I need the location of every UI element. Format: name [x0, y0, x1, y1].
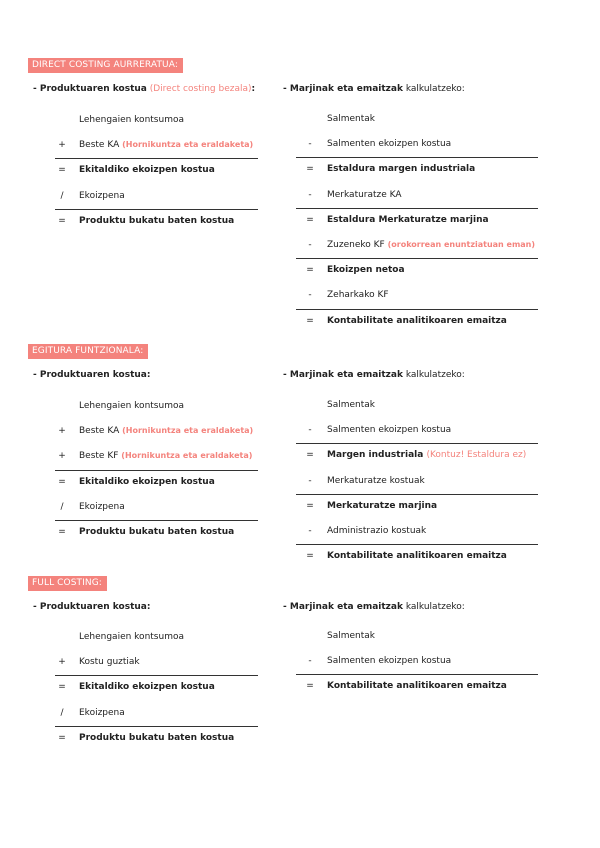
total-rule: [296, 258, 538, 259]
operator-symbol: +: [58, 657, 66, 668]
operator-symbol: =: [58, 682, 66, 693]
right-calc-row: [305, 679, 538, 704]
left-calc-row: [57, 113, 258, 138]
right-calc-row: [305, 137, 538, 162]
operator-symbol: +: [58, 140, 66, 151]
row-label-text: Kostu guztiak: [79, 657, 140, 668]
row-label: [327, 112, 375, 126]
row-label-text: Salmentak: [327, 400, 375, 410]
row-label: [327, 137, 451, 151]
right-header-label: - Marjinak eta emaitzak: [283, 602, 403, 612]
row-label: [79, 630, 184, 644]
left-header-suffix: :: [251, 84, 256, 94]
left-calc-row: [57, 655, 258, 680]
operator-symbol: -: [308, 475, 312, 486]
right-column-header: [283, 84, 465, 95]
row-label-text: Lehengaien kontsumoa: [79, 115, 184, 125]
row-label-text: Ekitaldiko ekoizpen kostua: [79, 165, 215, 176]
row-label-text: Kontabilitate analitikoaren emaitza: [327, 681, 507, 692]
row-label: [79, 163, 215, 177]
row-label-text: Salmenten ekoizpen kostua: [327, 656, 452, 667]
operator-symbol: -: [308, 290, 312, 301]
row-label: [327, 654, 451, 668]
left-calc-row: [57, 399, 258, 424]
right-calc-row: [305, 188, 538, 213]
left-calc-row: [57, 163, 258, 188]
operator-symbol: =: [58, 165, 66, 176]
row-label: [79, 706, 125, 720]
total-rule: [55, 675, 258, 676]
section-title: FULL COSTING:: [28, 576, 107, 591]
operator-symbol: =: [306, 500, 314, 511]
operator-symbol: -: [308, 139, 312, 150]
row-label: [327, 423, 451, 437]
operator-symbol: -: [308, 425, 312, 436]
row-label-text: Kontabilitate analitikoaren emaitza: [327, 315, 507, 326]
row-label: [327, 188, 402, 202]
total-rule: [296, 494, 538, 495]
total-rule: [296, 208, 538, 209]
operator-symbol: =: [306, 681, 314, 692]
right-calc-row: [305, 654, 538, 679]
row-label: [327, 314, 507, 328]
operator-symbol: +: [58, 451, 66, 462]
row-label: [327, 448, 526, 462]
right-calc-row: [305, 238, 538, 263]
row-label: [327, 398, 375, 412]
row-label-text: Administrazio kostuak: [327, 526, 427, 536]
row-label-text: Lehengaien kontsumoa: [79, 401, 184, 411]
row-label-text: Produktu bukatu baten kostua: [79, 732, 235, 743]
row-label-text: Estaldura margen industriala: [327, 164, 476, 175]
row-label: [79, 500, 125, 514]
section-title: EGITURA FUNTZIONALA:: [28, 344, 148, 359]
right-header-text: kalkulatzeko:: [405, 84, 465, 94]
right-column-header: [283, 602, 465, 613]
operator-symbol: =: [306, 164, 314, 175]
right-calc-row: [305, 398, 538, 423]
row-label-text: Merkaturatze marjina: [327, 500, 438, 511]
row-label: [79, 189, 125, 203]
left-header-label: - Produktuaren kostua: [33, 84, 147, 94]
row-label-text: Zeharkako KF: [327, 290, 389, 301]
row-label-text: Margen industriala: [327, 450, 424, 461]
row-label-text: Produktu bukatu baten kostua: [79, 527, 235, 537]
total-rule: [55, 158, 258, 159]
left-calc-row: [57, 189, 258, 214]
left-calc-row: [57, 630, 258, 655]
right-header-label: - Marjinak eta emaitzak: [283, 84, 403, 94]
right-calc-row: [305, 162, 538, 187]
left-calc-row: [57, 214, 258, 239]
row-label-text: Salmenten ekoizpen kostua: [327, 139, 452, 150]
row-note: (Hornikuntza eta eraldaketa): [122, 426, 254, 436]
right-calc-row: [305, 474, 538, 499]
row-label-text: Beste KA: [79, 140, 120, 151]
total-rule: [296, 157, 538, 158]
left-calc-row: [57, 680, 258, 705]
operator-symbol: =: [306, 315, 314, 326]
row-label: [79, 424, 253, 438]
right-calc-row: [305, 423, 538, 448]
row-label-text: Ekitaldiko ekoizpen kostua: [79, 476, 215, 487]
operator-symbol: /: [60, 501, 64, 512]
operator-symbol: =: [306, 214, 314, 225]
row-label-text: Salmentak: [327, 631, 375, 641]
operator-symbol: +: [58, 426, 66, 437]
row-label: [327, 524, 426, 538]
row-label: [79, 680, 215, 694]
left-calc-row: [57, 731, 258, 756]
right-header-text: kalkulatzeko:: [405, 602, 465, 612]
row-label-text: Merkaturatze KA: [327, 189, 402, 200]
row-label: [327, 288, 389, 302]
left-column-header: [33, 370, 150, 381]
row-label: [79, 214, 234, 228]
row-label-text: Beste KA: [79, 426, 120, 437]
row-label-text: Ekoizpena: [79, 707, 125, 718]
left-calc-row: [57, 138, 258, 163]
row-label-text: Lehengaien kontsumoa: [79, 632, 184, 642]
row-label: [327, 263, 405, 277]
operator-symbol: -: [308, 240, 312, 250]
right-calc-row: [305, 288, 538, 313]
left-column-header: [33, 602, 150, 613]
operator-symbol: =: [58, 732, 66, 743]
row-label: [327, 238, 535, 252]
row-note: (orokorrean enuntziatuan eman): [387, 240, 536, 249]
right-calc-row: [305, 499, 538, 524]
row-label: [79, 113, 184, 127]
left-calc-row: [57, 500, 258, 525]
row-label-text: Beste KF: [79, 451, 119, 462]
left-calc-row: [57, 449, 258, 474]
row-note: (Hornikuntza eta eraldaketa): [122, 140, 254, 150]
row-label-text: Merkaturatze kostuak: [327, 475, 425, 486]
row-label: [327, 213, 489, 227]
row-label: [79, 449, 252, 463]
row-note: (Hornikuntza eta eraldaketa): [121, 451, 253, 461]
section-title: DIRECT COSTING AURRERATUA:: [28, 58, 183, 73]
operator-symbol: -: [308, 526, 312, 536]
right-calc-row: [305, 314, 538, 339]
right-header-text: kalkulatzeko:: [405, 370, 465, 380]
row-label-text: Salmentak: [327, 114, 375, 124]
operator-symbol: =: [58, 476, 66, 487]
right-calc-row: [305, 629, 538, 654]
left-header-label: - Produktuaren kostua:: [33, 602, 151, 612]
operator-symbol: /: [60, 707, 64, 718]
operator-symbol: -: [308, 189, 312, 200]
row-label: [79, 138, 253, 152]
total-rule: [296, 674, 538, 675]
right-calc-row: [305, 112, 538, 137]
row-label: [327, 474, 425, 488]
total-rule: [55, 520, 258, 521]
row-label: [79, 525, 234, 539]
row-label: [79, 475, 215, 489]
operator-symbol: -: [308, 656, 312, 667]
operator-symbol: =: [58, 215, 66, 226]
right-calc-row: [305, 448, 538, 473]
total-rule: [296, 544, 538, 545]
left-calc-row: [57, 706, 258, 731]
row-label-text: Kontabilitate analitikoaren emaitza: [327, 551, 507, 562]
left-calc-row: [57, 525, 258, 550]
left-calc-row: [57, 475, 258, 500]
row-label: [327, 629, 375, 643]
operator-symbol: /: [60, 190, 64, 201]
row-label-text: Ekoizpena: [79, 190, 125, 201]
total-rule: [296, 309, 538, 310]
operator-symbol: =: [306, 450, 314, 461]
operator-symbol: =: [306, 551, 314, 562]
right-header-label: - Marjinak eta emaitzak: [283, 370, 403, 380]
right-calc-row: [305, 213, 538, 238]
right-column-header: [283, 370, 465, 381]
left-calc-row: [57, 424, 258, 449]
operator-symbol: =: [306, 265, 314, 276]
right-calc-row: [305, 524, 538, 549]
row-note: (Kontuz! Estaldura ez): [426, 450, 527, 461]
total-rule: [55, 209, 258, 210]
row-label: [327, 549, 507, 563]
row-label: [327, 499, 437, 513]
row-label-text: Salmenten ekoizpen kostua: [327, 425, 452, 436]
right-calc-row: [305, 549, 538, 574]
left-header-note: (Direct costing bezala): [149, 84, 252, 94]
row-label: [79, 655, 140, 669]
row-label-text: Ekoizpen netoa: [327, 265, 405, 276]
row-label: [79, 731, 234, 745]
operator-symbol: =: [58, 527, 66, 537]
left-header-label: - Produktuaren kostua:: [33, 370, 151, 380]
row-label: [79, 399, 184, 413]
row-label-text: Produktu bukatu baten kostua: [79, 215, 235, 226]
total-rule: [296, 443, 538, 444]
row-label: [327, 679, 507, 693]
row-label: [327, 162, 475, 176]
total-rule: [55, 470, 258, 471]
row-label-text: Zuzeneko KF: [327, 240, 385, 250]
row-label-text: Estaldura Merkaturatze marjina: [327, 214, 489, 225]
row-label-text: Ekitaldiko ekoizpen kostua: [79, 682, 215, 693]
right-calc-row: [305, 263, 538, 288]
left-column-header: [33, 84, 255, 95]
row-label-text: Ekoizpena: [79, 501, 125, 512]
total-rule: [55, 726, 258, 727]
